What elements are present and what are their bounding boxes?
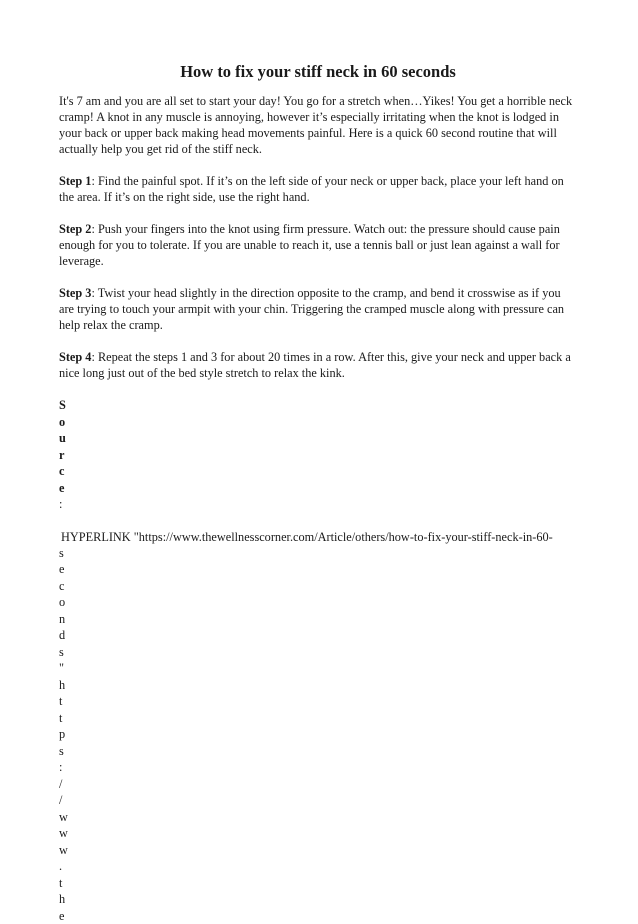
step-1-paragraph xyxy=(59,173,577,205)
source-letter: c xyxy=(59,463,577,480)
step-4-text: : Repeat the steps 1 and 3 for about 20 times in a row. After this, give your neck and upper back a nice long just out of the bed style stretch to relax the kink. xyxy=(59,350,571,380)
url-letter: t xyxy=(59,710,577,727)
step-1-label: Step 1 xyxy=(59,174,91,188)
url-letter: n xyxy=(59,611,577,628)
url-letter: p xyxy=(59,726,577,743)
url-letter: w xyxy=(59,809,577,826)
step-4-paragraph xyxy=(59,349,577,381)
document-page xyxy=(59,62,577,924)
step-3-text: : Twist your head slightly in the direction opposite to the cramp, and bend it crosswise as if you are trying to touch your armpit with your chin. Triggering the cramped muscle along with pressure can help relax the cramp. xyxy=(59,286,564,332)
step-3-paragraph xyxy=(59,285,577,333)
step-2-label: Step 2 xyxy=(59,222,91,236)
source-letter: u xyxy=(59,430,577,447)
source-colon: : xyxy=(59,496,577,513)
url-letter: : xyxy=(59,759,577,776)
url-letter: d xyxy=(59,627,577,644)
url-letter: w xyxy=(59,825,577,842)
step-2-paragraph xyxy=(59,221,577,269)
source-letter: r xyxy=(59,447,577,464)
step-1-text: : Find the painful spot. If it’s on the left side of your neck or upper back, place your left hand on the area. If it’s on the right side, use the right hand. xyxy=(59,174,564,204)
url-letter: e xyxy=(59,561,577,578)
step-4-label: Step 4 xyxy=(59,350,91,364)
url-vertical-continuation xyxy=(59,545,577,924)
document-title: How to fix your stiff neck in 60 seconds xyxy=(59,62,577,82)
source-heading-vertical xyxy=(59,397,577,513)
url-letter: " xyxy=(59,660,577,677)
source-letter: e xyxy=(59,480,577,497)
url-letter: w xyxy=(59,842,577,859)
url-letter: s xyxy=(59,644,577,661)
source-letter: S xyxy=(59,397,577,414)
intro-paragraph: It's 7 am and you are all set to start your day! You go for a stretch when…Yikes! You get a horrible neck cramp! A knot in any muscle is annoying, however it’s especially irritating when the knot is lodged in your back or upper back making head movements painful. Here is a quick 60 second routine that will actually help you get rid of the stiff neck. xyxy=(59,93,577,157)
url-letter: o xyxy=(59,594,577,611)
url-letter: h xyxy=(59,891,577,908)
url-letter: s xyxy=(59,743,577,760)
url-letter: c xyxy=(59,578,577,595)
step-3-label: Step 3 xyxy=(59,286,91,300)
url-letter: . xyxy=(59,858,577,875)
url-letter: t xyxy=(59,693,577,710)
hyperlink-field-text: HYPERLINK "https://www.thewellnesscorner.com/Article/others/how-to-fix-your-stiff-neck-in-60- xyxy=(59,529,577,545)
url-letter: / xyxy=(59,792,577,809)
source-letter: o xyxy=(59,414,577,431)
step-2-text: : Push your fingers into the knot using firm pressure. Watch out: the pressure should cause pain enough for you to tolerate. If you are unable to reach it, use a tennis ball or just lean against a wall for leverage. xyxy=(59,222,560,268)
url-letter: / xyxy=(59,776,577,793)
url-letter: t xyxy=(59,875,577,892)
url-letter: e xyxy=(59,908,577,924)
url-letter: s xyxy=(59,545,577,562)
url-letter: h xyxy=(59,677,577,694)
